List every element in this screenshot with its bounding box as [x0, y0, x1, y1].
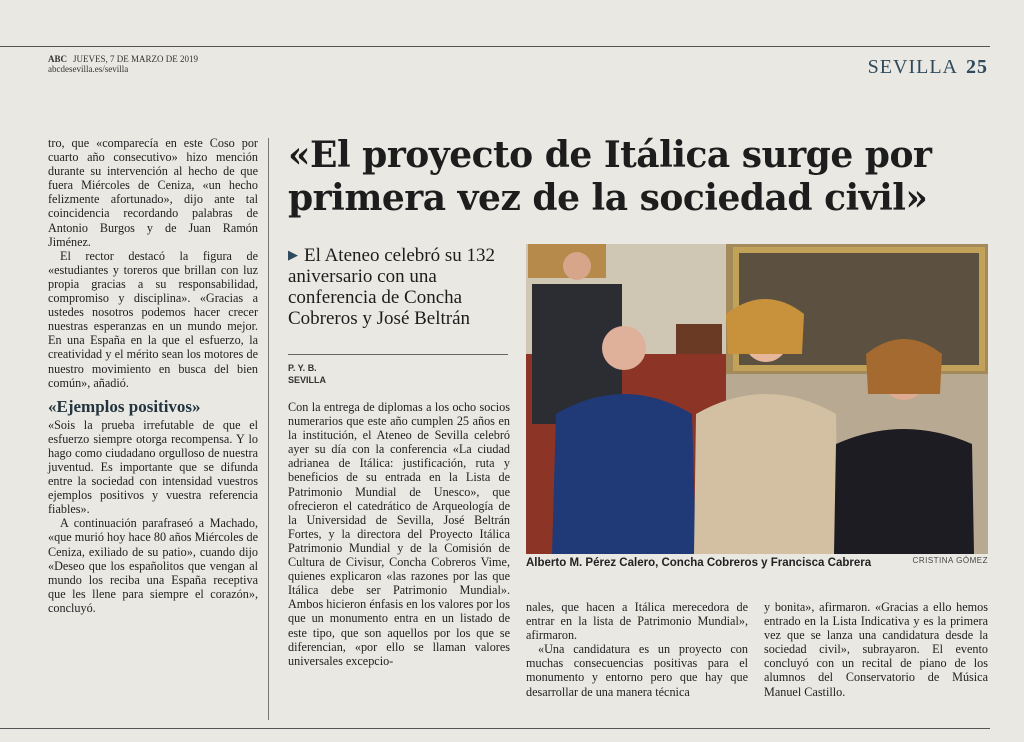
article-column-1: [288, 400, 510, 668]
website: abcdesevilla.es/sevilla: [48, 64, 129, 74]
article-headline: «El proyecto de Itálica surge por primera vez de la sociedad civil»: [288, 134, 932, 219]
left-subheading: «Ejemplos positivos»: [48, 396, 201, 416]
article-paragraph-3: «Una candidatura es un proyecto con muchas consecuencias positivas para el monumento y entorno pero que hay que desarrollar de una manera técnica: [526, 642, 748, 699]
photo-caption: Alberto M. Pérez Calero, Concha Cobreros y Francisca Cabrera: [526, 557, 872, 569]
article-photo: [526, 244, 988, 554]
left-paragraph-3: «Sois la prueba irrefutable de que el esfuerzo siempre otorga recompensa. Y lo hago como ciudadano orgulloso de nuestra juventud. Es importante que se difunda entre la sociedad con intensidad vuestros ejemplos positivos y vuestra referencia fiables».: [48, 417, 258, 517]
page-header-right: [868, 56, 988, 79]
article-paragraph-4: y bonita», afirmaron. «Gracias a ello hemos entrado en la Lista Indicativa y es la primera vez que se lanza una candidatura desde la sociedad civil», subrayaron. El evento concluyó con un recital de piano de los alumnos del Conservatorio de Música Manuel Castillo.: [764, 600, 988, 699]
paper-name: ABC: [48, 54, 68, 64]
left-column: [48, 136, 258, 615]
left-paragraph-4: A continuación parafraseó a Machado, «que murió hoy hace 80 años Miércoles de Ceniza, exiliado de su patio», cuando dijo «Deseo que los españolitos que vengan al mundo los reciba una España receptiva que les llene para siempre el corazón», concluyó.: [48, 516, 258, 615]
left-paragraph-2: El rector destacó la figura de «estudiantes y toreros que brillan con luz propia gracias a su responsabilidad, compromiso y disciplina». «Gracias a ustedes nosotros podemos hacer crecer nuestras esperanzas en un mundo mejor. En una España en la que el esfuerzo, la creatividad y el mérito sean los motores de nuestro movimiento en busca del bien común», añadió.: [48, 248, 258, 390]
photo-illustration: [526, 244, 988, 554]
article-subheadline: [288, 244, 518, 329]
subheadline-text: El Ateneo celebró su 132 aniversario con una conferencia de Concha Cobreros y José Beltrán: [288, 245, 496, 329]
article-paragraph-1: Con la entrega de diplomas a los ocho socios numerarios que este año cumplen 25 años en la institución, el Ateneo de Sevilla celebró ayer su día con la conferencia «La ciudad adrianea de Itálica: justificación, ruta y beneficios de su entrada en la Lista de Patrimonio Mundial de Unesco», que ofrecieron el catedrático de Arqueología de la Universidad de Sevilla, José Beltrán Fortes, y la directora del Proyecto Itálica Patrimonio Mundial y de la Comisión de Cultura de Civisur, Concha Cobreros Vime, quienes explicaron «las razones por las que Itálica debe ser Patrimonio Mundial». Ambos hicieron énfasis en los valores por los que un monumento entra en un listado de este tipo, que son aquellos por los que se diferencian, «por ello se llaman valores universales excepcio-: [288, 400, 510, 668]
column-separator: [268, 138, 269, 720]
byline-author: P. Y. B.: [288, 363, 317, 373]
issue-date: JUEVES, 7 DE MARZO DE 2019: [73, 54, 199, 64]
triangle-bullet-icon: ▶: [288, 247, 298, 262]
byline-location: SEVILLA: [288, 375, 327, 385]
footer-rule: [0, 728, 990, 729]
photo-credit: CRISTINA GÓMEZ: [912, 556, 988, 565]
byline: [288, 362, 326, 386]
article-column-2: [526, 600, 748, 699]
left-paragraph-1: tro, que «comparecía en este Coso por cuarto año consecutivo» hizo mención durante su intervención al hecho de que fuera Miércoles de Ceniza, «un hecho felizmente afortunado», dijo ante tal coincidencia recordando palabras de Antonio Burgos y de Juan Ramón Jiménez.: [48, 136, 258, 249]
section-name: SEVILLA: [867, 56, 958, 78]
article-paragraph-2: nales, que hacen a Itálica merecedora de entrar en la lista de Patrimonio Mundial», afirmaron.: [526, 600, 748, 643]
subheadline-rule: [288, 354, 508, 355]
header-rule: [0, 46, 990, 47]
page-header-left: [48, 54, 198, 74]
article-column-3: [764, 600, 988, 699]
page-number: 25: [966, 56, 988, 78]
